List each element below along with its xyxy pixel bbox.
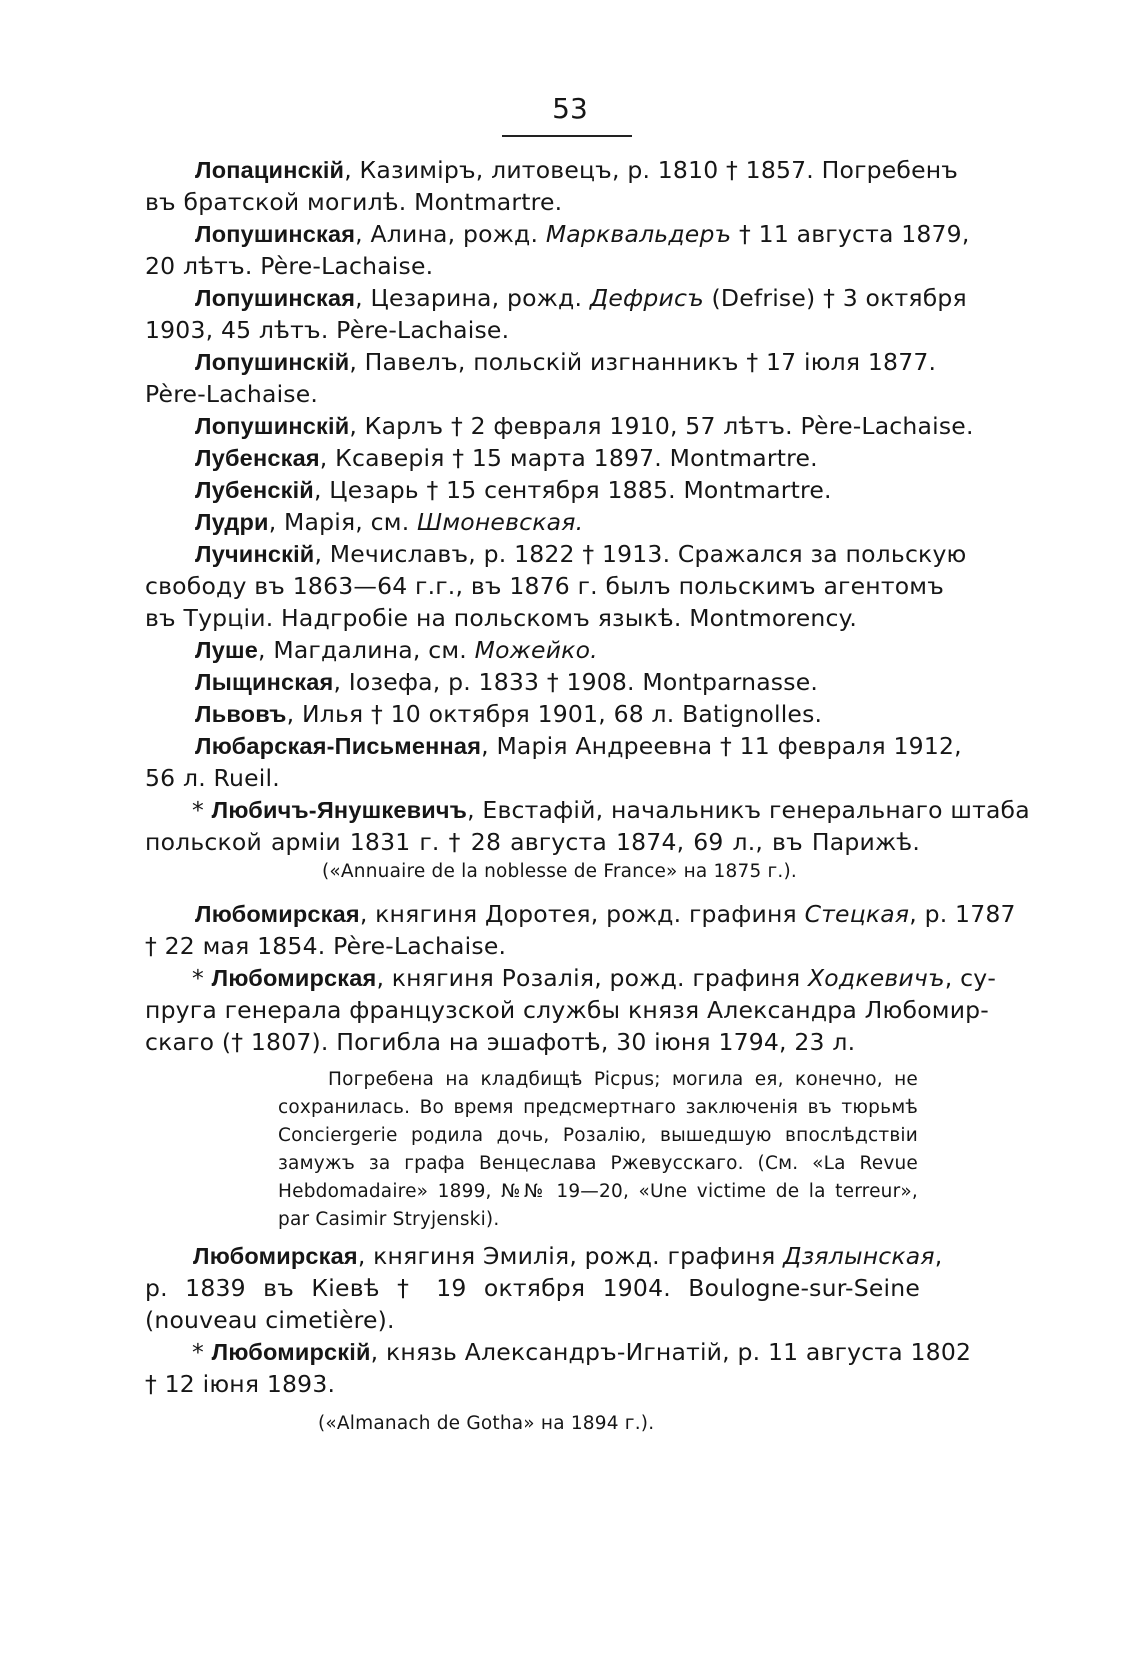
entry-text: par Casimir Stryjenski).: [278, 1209, 500, 1230]
entry-text: 56 л. Rueil.: [145, 764, 280, 792]
text-line: [145, 570, 945, 602]
text-line: [145, 314, 509, 346]
entry-text-tail: , су-: [944, 964, 997, 992]
entry-text: , Мечиславъ, р. 1822 † 1913. Сражался за польскую: [314, 540, 967, 568]
entry-heading: Лубенскій: [195, 477, 314, 503]
entry-text: Père-Lachaise.: [145, 380, 319, 408]
entry-text-tail: † 11 августа 1879,: [731, 220, 970, 248]
entry-marker: *: [192, 964, 212, 992]
entry-text-tail: , р. 1787: [909, 900, 1016, 928]
page-number-rule: [502, 135, 632, 137]
text-line: [195, 634, 598, 666]
entry-italic: Дефрисъ: [589, 284, 704, 312]
entry-heading: Лыщинская: [195, 669, 334, 695]
text-line: [195, 666, 818, 698]
text-line: [278, 1094, 918, 1122]
entry-heading: Лудри: [195, 509, 269, 535]
entry-text: , Карлъ † 2 февраля 1910, 57 лѣтъ. Père-Lachaise.: [349, 412, 974, 440]
text-line: [192, 794, 1030, 826]
entry-italic: Можейко.: [474, 636, 598, 664]
entry-italic: Дзялынская: [783, 1242, 935, 1270]
text-line: [145, 186, 562, 218]
entry-text: свободу въ 1863—64 г.г., въ 1876 г. былъ польскимъ агентомъ: [145, 572, 945, 600]
entry-heading: Лопушинскій: [195, 349, 350, 375]
text-line: [322, 858, 797, 886]
text-line: [195, 442, 818, 474]
text-line: [195, 154, 959, 186]
entry-italic: Стецкая: [804, 900, 910, 928]
text-line: [195, 898, 1016, 930]
text-line: [195, 410, 974, 442]
text-line: [195, 538, 967, 570]
text-line: [145, 1304, 395, 1336]
text-line: [278, 1178, 918, 1206]
entry-text: , Цезарь † 15 сентября 1885. Montmartre.: [313, 476, 832, 504]
entry-text: въ Турціи. Надгробіе на польскомъ языкѣ. Montmorency.: [145, 604, 858, 632]
entry-text: Conciergerie родила дочь, Розалію, вышедшую впослѣдствіи: [278, 1125, 918, 1146]
entry-heading: Любичъ-Янушкевичъ: [211, 797, 468, 823]
entry-heading: Любомирскій: [211, 1339, 371, 1365]
entry-text: † 12 іюня 1893.: [145, 1370, 336, 1398]
entry-text: р. 1839 въ Кіевѣ † 19 октября 1904. Boulogne-sur-Seine: [145, 1274, 920, 1302]
entry-text: , Іозефа, р. 1833 † 1908. Montparnasse.: [333, 668, 819, 696]
text-line: [145, 826, 920, 858]
entry-text: , князь Александръ-Игнатій, р. 11 августа 1802: [370, 1338, 972, 1366]
entry-heading: Лопушинская: [195, 221, 356, 247]
entry-text: , Ксаверія † 15 марта 1897. Montmartre.: [319, 444, 818, 472]
entry-text: , Казиміръ, литовецъ, р. 1810 † 1857. Погребенъ: [344, 156, 959, 184]
text-line: [195, 506, 583, 538]
entry-heading: Любомирская: [195, 901, 360, 927]
text-line: [193, 1240, 943, 1272]
text-line: [145, 930, 506, 962]
text-line: [145, 994, 989, 1026]
text-line: [195, 474, 832, 506]
text-line: [195, 730, 962, 762]
entry-text: сохранилась. Во время предсмертнаго заключенія въ тюрьмѣ: [278, 1097, 918, 1118]
entry-text: польской арміи 1831 г. † 28 августа 1874, 69 л., въ Парижѣ.: [145, 828, 920, 856]
entry-heading: Любомирская: [193, 1243, 358, 1269]
text-line: [195, 698, 822, 730]
entry-heading: Лопушинскій: [195, 413, 350, 439]
entry-italic: Ходкевичъ: [808, 964, 945, 992]
text-line: [145, 1272, 920, 1304]
text-line: [278, 1206, 499, 1234]
text-line: [278, 1122, 918, 1150]
entry-text: † 22 мая 1854. Père-Lachaise.: [145, 932, 507, 960]
entry-italic: Марквальдеръ: [545, 220, 732, 248]
entry-heading: Луше: [195, 637, 259, 663]
entry-text: , Евстафій, начальникъ генеральнаго штаба: [467, 796, 1030, 824]
entry-text: , княгиня Доротея, рожд. графиня: [359, 900, 805, 928]
entry-text-tail: ,: [934, 1242, 943, 1270]
entry-text: замужъ за графа Венцеслава Ржевусскаго. (См. «La Revue: [278, 1153, 918, 1174]
text-line: [195, 282, 967, 314]
entry-italic: Шмоневская.: [417, 508, 584, 536]
entry-marker: *: [192, 1338, 212, 1366]
entry-text: (nouveau cimetière).: [145, 1306, 395, 1334]
entry-text: («Annuaire de la noblesse de France» на 1875 г.).: [322, 861, 798, 882]
entry-text: скаго († 1807). Погибла на эшафотѣ, 30 іюня 1794, 23 л.: [145, 1028, 856, 1056]
text-line: [145, 1368, 335, 1400]
entry-text: пруга генерала французской службы князя Александра Любомир-: [145, 996, 989, 1024]
entry-text: , Цезарина, рожд.: [355, 284, 590, 312]
entry-heading: Лучинскій: [195, 541, 315, 567]
text-line: [145, 602, 857, 634]
text-line: [318, 1410, 654, 1438]
entry-heading: Любомирская: [211, 965, 377, 991]
entry-heading: Любарская-Письменная: [195, 733, 482, 759]
entry-text: , Марія Андреевна † 11 февраля 1912,: [481, 732, 962, 760]
page-number: 53: [552, 92, 588, 125]
entry-text: , княгиня Эмилія, рожд. графиня: [357, 1242, 784, 1270]
text-line: [145, 250, 433, 282]
text-line: [195, 218, 970, 250]
entry-text: , Илья † 10 октября 1901, 68 л. Batignolles.: [286, 700, 823, 728]
text-line: [278, 1150, 918, 1178]
text-line: [145, 762, 280, 794]
entry-text: , Алина, рожд.: [355, 220, 546, 248]
entry-text: , Марія, см.: [268, 508, 418, 536]
entry-marker: *: [192, 796, 212, 824]
text-line: [145, 1026, 855, 1058]
entry-text: , Магдалина, см.: [258, 636, 475, 664]
entry-heading: Лубенская: [195, 445, 320, 471]
entry-heading: Львовъ: [195, 701, 287, 727]
text-line: [192, 1336, 972, 1368]
entry-text: въ братской могилѣ. Montmartre.: [145, 188, 563, 216]
entry-text: («Almanach de Gotha» на 1894 г.).: [318, 1413, 655, 1434]
entry-text: Погребена на кладбищѣ Picpus; могила ея, конечно, не: [328, 1069, 918, 1090]
entry-text-tail: (Defrise) † 3 октября: [703, 284, 967, 312]
entry-text: 20 лѣтъ. Père-Lachaise.: [145, 252, 434, 280]
entry-text: , Павелъ, польскій изгнанникъ † 17 іюля 1877.: [349, 348, 937, 376]
entry-text: 1903, 45 лѣтъ. Père-Lachaise.: [145, 316, 510, 344]
entry-text: , княгиня Розалія, рожд. графиня: [376, 964, 808, 992]
text-line: [328, 1066, 918, 1094]
entry-heading: Лопушинская: [195, 285, 356, 311]
entry-text: Hebdomadaire» 1899, №№ 19—20, «Une victime de la terreur»,: [278, 1181, 918, 1202]
text-line: [145, 378, 318, 410]
text-line: [195, 346, 937, 378]
text-line: [192, 962, 997, 994]
entry-heading: Лопацинскій: [195, 157, 345, 183]
